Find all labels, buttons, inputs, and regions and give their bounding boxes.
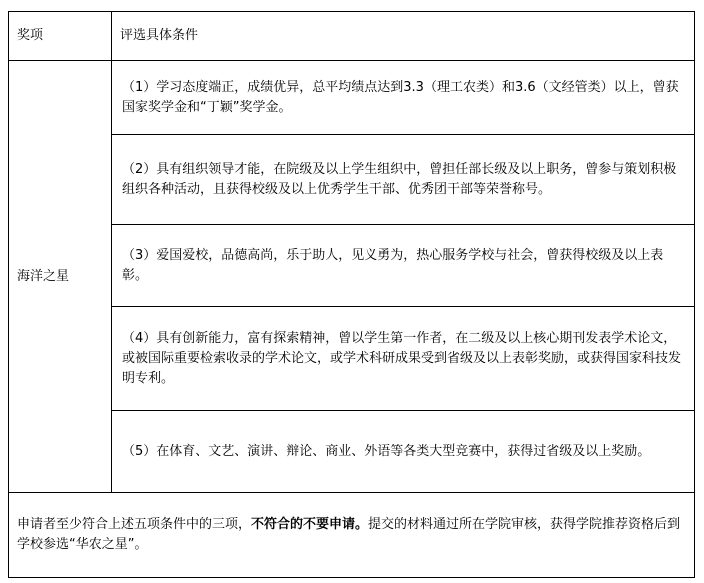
criterion-4-cell: （4）具有创新能力，富有探索精神，曾以学生第一作者，在二级及以上核心期刊发表学术论文，或被国际重要检索收录的学术论文，或学术科研成果受到省级及以上表彰奖励，或获得国家科技发明专利。 [112,307,695,411]
criterion-3-cell: （3）爱国爱校，品德高尚，乐于助人，见义勇为，热心服务学校与社会，曾获得校级及以上表彰。 [112,225,695,307]
footer-note-instruction: 提交的材料通过所在学院审核，获得学院推荐资格后到学校参选“华农之星”。 [17,517,681,552]
footer-note-text: 申请者至少符合上述五项条件中的三项， [17,517,252,532]
table-header-row [9,12,695,61]
criterion-5-cell: （5）在体育、文艺、演讲、辩论、商业、外语等各类大型竞赛中，获得过省级及以上奖励。 [112,411,695,493]
award-name-cell: 海洋之星 [9,61,112,493]
awards-criteria-table [8,11,695,578]
criterion-2-cell: （2）具有组织领导才能，在院级及以上学生组织中，曾担任部长级及以上职务，曾参与策划积极组织各种活动，且获得校级及以上优秀学生干部、优秀团干部等荣誉称号。 [112,135,695,225]
header-conditions-cell: 评选具体条件 [112,12,695,61]
table-row [9,307,695,411]
footer-note-warning: 不符合的不要申请。 [251,517,369,532]
table-footer-row [9,493,695,578]
table-row [9,225,695,307]
header-award-cell: 奖项 [9,12,112,61]
awards-table-container [8,11,694,578]
table-row [9,411,695,493]
criterion-1-cell: （1）学习态度端正，成绩优异，总平均绩点达到3.3（理工农类）和3.6（文经管类）以上，曾获国家奖学金和“丁颖”奖学金。 [112,61,695,135]
table-row [9,135,695,225]
footer-note-cell [9,493,695,578]
table-row [9,61,695,135]
